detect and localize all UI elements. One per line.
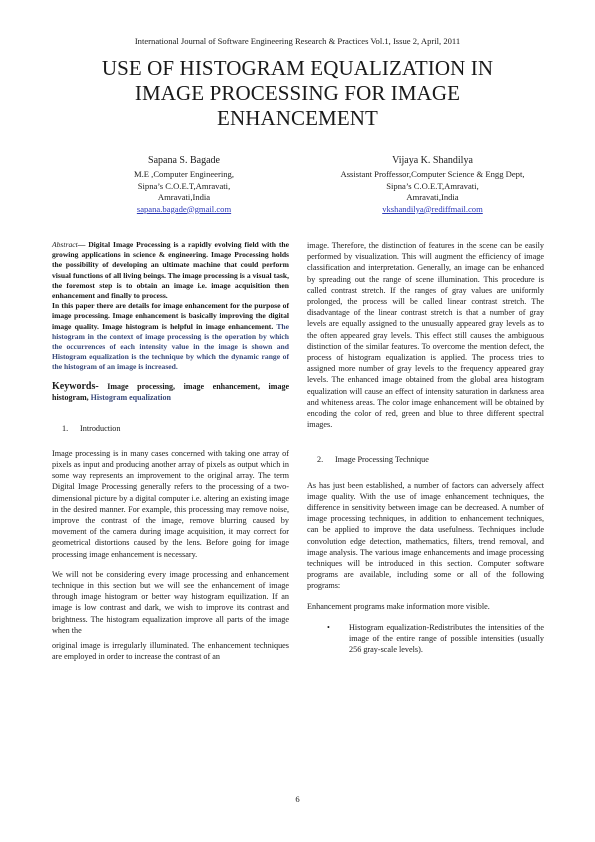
author-affiliation-line: Amravati,India xyxy=(157,192,211,203)
title-line-2: IMAGE PROCESSING FOR IMAGE xyxy=(134,81,461,105)
paragraph: We will not be considering every image processing and enhancement technique in this section but we will see the enhancement of image through image histogram or better way histogram equilization. If an image is low contrast and dark, we wish to improve its contrast and brightness. The histogram equalization improve all parts of the image when the xyxy=(52,569,289,635)
paper-title xyxy=(45,56,550,131)
author-block-2 xyxy=(300,155,565,215)
paragraph: Enhancement programs make information more visible. xyxy=(307,601,490,611)
author-email-link[interactable]: sapana.bagade@gmail.com xyxy=(136,203,232,214)
author-name: Sapana S. Bagade xyxy=(148,155,220,166)
bullet-marker: • xyxy=(327,622,330,632)
section-title: Image Processing Technique xyxy=(335,455,429,465)
keywords-label: Keywords- xyxy=(52,380,99,392)
list-item-text: Histogram equalization-Redistributes the intensities of the image of the entire range of possible intensities (usually 256 gray-scale levels). xyxy=(349,622,544,655)
abstract-dash: — xyxy=(77,240,89,249)
author-name: Vijaya K. Shandilya xyxy=(392,155,473,166)
paragraph: Image processing is in many cases concerned with taking one array of pixels as input and producing another array of pixels as output which in some way represents an improvement to the original array. The term Digital Image Processing generally refers to the processing of a two-dimensional picture by a digital computer i.e. altering an existing image in the desired manner. For example, this processing may remove noise, improve the contrast of the image, remove blurring caused by movement of the camera during image acquisition, it may correct for geometrical distortions caused by the lens. Before going for image processing image enhancement is necessary. xyxy=(52,448,289,559)
abstract-text-2: In this paper there are details for image enhancement for the purpose of image processing. Image enhancement is basically improving the digital image quality. Image histogram is helpful in image enhancement. xyxy=(52,301,289,331)
section-number: 2. xyxy=(317,455,324,465)
abstract xyxy=(52,240,289,301)
keywords-highlight: Histogram equalization xyxy=(88,392,171,402)
section-title: Introduction xyxy=(80,423,121,433)
author-affiliation-line: M.E ,Computer Engineering, xyxy=(133,169,234,180)
bullet-list xyxy=(307,622,544,656)
abstract-continued xyxy=(52,301,289,372)
author-block-1 xyxy=(64,155,304,215)
author-affiliation-line: Amravati,India xyxy=(406,192,459,203)
page-number: 6 xyxy=(295,794,300,804)
abstract-text: Digital Image Processing is a rapidly evolving field with the growing applications in science & engineering. Image Processing holds the possibility of developing an ultimate machine that could perform visual functions of all living beings. The image processing is a visual task, the foremost step is to obtain an image i.e. image acquisition then enhancement and finally to process. xyxy=(52,240,289,301)
author-affiliation-line: Sipna’s C.O.E.T,Amravati, xyxy=(386,180,479,191)
abstract-highlight: The histogram in the context of image processing is the operation by which the occurrences of each intensity value in the image is shown and Histogram equalization is the technique by which the dynamic range of the histogram of an image is increased. xyxy=(52,321,290,372)
abstract-label: Abstract xyxy=(52,240,78,249)
author-affiliation-line: Sipna’s C.O.E.T,Amravati, xyxy=(137,180,231,191)
author-email-link[interactable]: vkshandilya@rediffmail.com xyxy=(382,203,483,214)
list-item xyxy=(327,622,544,656)
keywords-text: Image processing, image enhancement, image histogram, xyxy=(52,381,289,402)
section-heading-technique xyxy=(307,454,544,465)
paragraph: original image is irregularly illuminated. The enhancement techniques are employed in order to increase the contrast of an xyxy=(52,641,289,662)
section-heading-introduction xyxy=(52,423,289,434)
right-column xyxy=(307,240,544,656)
author-affiliation-line: Assistant Proffessor,Computer Science & Engg Dept, xyxy=(340,169,525,180)
paragraph: As has just been established, a number of factors can adversely affect image quality. With the use of image enhancement techniques, the difference in sensitivity between image can be decreased. A number of image processing techniques, in addition to enhancement techniques, can be applied to improve the data usefulness. Techniques include convolution edge detection, mathematics, filters, trend removal, and image analysis. The various image enhancements and image processing techniques will be introduced in this section. Computer software programs are available, including some or all of the following programs: xyxy=(307,480,544,591)
section-number: 1. xyxy=(62,423,69,433)
paragraph: image. Therefore, the distinction of features in the scene can be easily performed by visualization. This will augment the efficiency of image classification and interpretation. Generally, an image can be enhanced by spreading out the range of scene illumination. This procedure is called contrast stretch. If the ranges of gray values are uniformly prolonged, the process will be called linear contrast stretch. The disadvantage of the linear contrast stretch is that a number of gray levels are equally assigned to the unusually appeared gray levels as to the often appeared gray levels. This effect still causes the ambiguous distinction of the similar features. To overcome the mention defect, the process of histogram equalization is applied. The process tries to assigned more number of gray levels to the frequency appeared gray levels. The enhanced image obtained from the global area histogram equalization will cause an effect of intensity saturation in darkness area and whiteness areas. The color image enhancement will be obtained by encoding the color of red, green and blue to three different spectral images. xyxy=(307,241,544,430)
journal-header: International Journal of Software Engineering Research & Practices Vol.1, Issue 2, April, 2011 xyxy=(134,36,461,46)
title-line-3: ENHANCEMENT xyxy=(217,106,378,130)
title-line-1: USE OF HISTOGRAM EQUALIZATION IN xyxy=(101,56,494,80)
left-column xyxy=(52,240,289,663)
keywords xyxy=(52,381,289,403)
